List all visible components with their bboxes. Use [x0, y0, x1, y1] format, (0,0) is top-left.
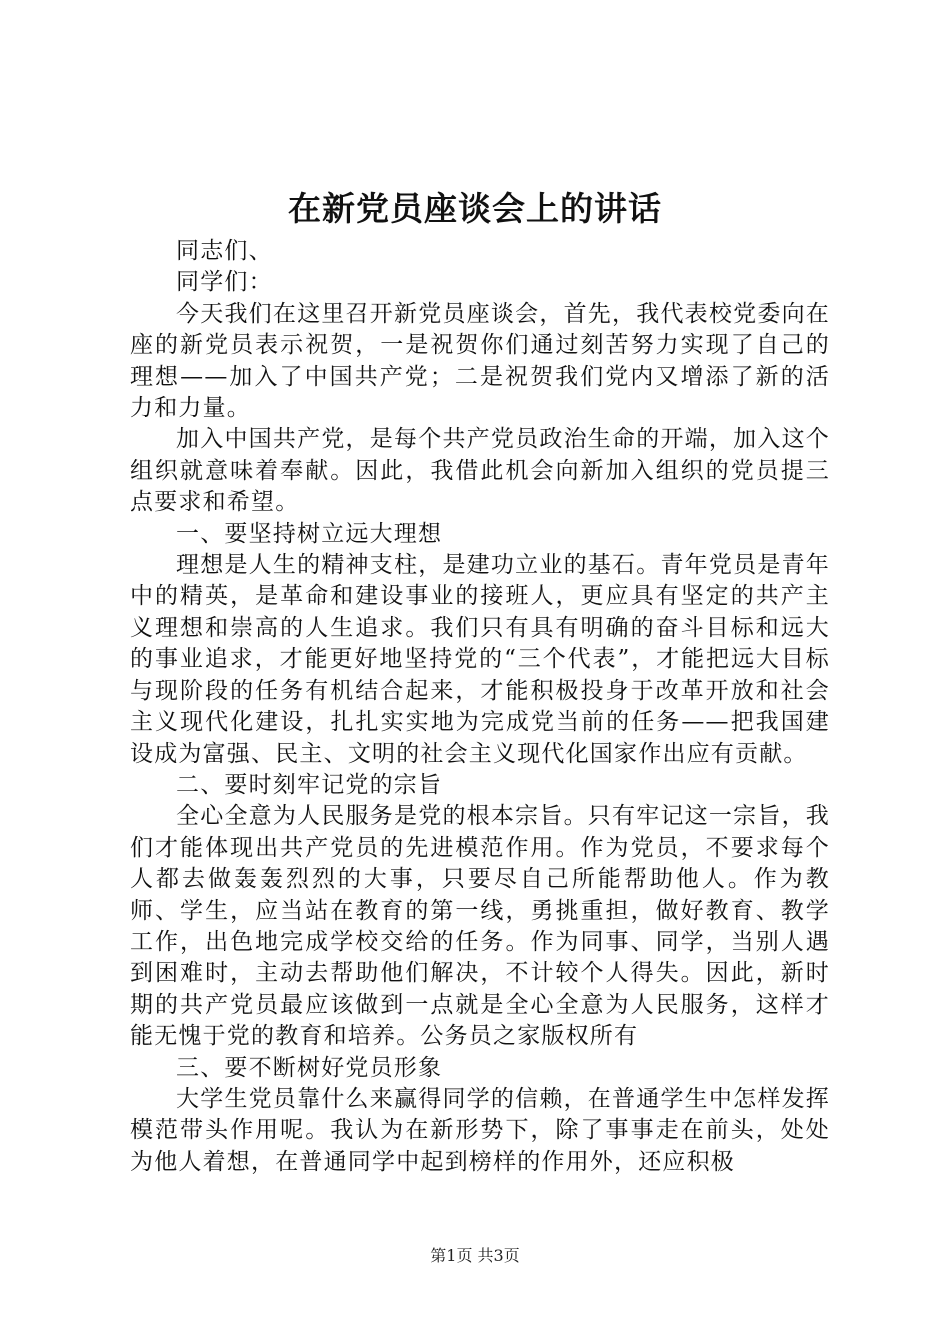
- page-number-footer: 第1页 共3页: [430, 1246, 520, 1265]
- body-paragraph: 加入中国共产党，是每个共产党员政治生命的开端，加入这个组织就意味着奉献。因此，我借此机会向新加入组织的党员提三点要求和希望。: [130, 426, 830, 516]
- body-paragraph: 理想是人生的精神支柱，是建功立业的基石。青年党员是青年中的精英，是革命和建设事业的接班人，更应具有坚定的共产主义理想和崇高的人生追求。我们只有具有明确的奋斗目标和远大的事业追求，才能更好地坚持党的“三个代表”，才能把远大目标与现阶段的任务有机结合起来，才能积极投身于改革开放和社会主义现代化建设，扎扎实实地为完成党当前的任务——把我国建设成为富强、民主、文明的社会主义现代化国家作出应有贡献。: [130, 552, 830, 767]
- body-paragraph: 大学生党员靠什么来赢得同学的信赖，在普通学生中怎样发挥模范带头作用呢。我认为在新形势下，除了事事走在前头，处处为他人着想，在普通同学中起到榜样的作用外，还应积极: [130, 1085, 830, 1175]
- salutation-line: 同志们、: [176, 238, 273, 264]
- body-paragraph: 全心全意为人民服务是党的根本宗旨。只有牢记这一宗旨，我们才能体现出共产党员的先进模范作用。作为党员，不要求每个人都去做轰轰烈烈的大事，只要尽自己所能帮助他人。作为教师、学生，应当站在教育的第一线，勇挑重担，做好教育、教学工作，出色地完成学校交给的任务。作为同事、同学，当别人遇到困难时，主动去帮助他们解决，不计较个人得失。因此，新时期的共产党员最应该做到一点就是全心全意为人民服务，这样才能无愧于党的教育和培养。公务员之家版权所有: [130, 803, 830, 1050]
- body-paragraph: 今天我们在这里召开新党员座谈会，首先，我代表校党委向在座的新党员表示祝贺，一是祝贺你们通过刻苦努力实现了自己的理想——加入了中国共产党；二是祝贺我们党内又增添了新的活力和力量。: [130, 300, 830, 422]
- section-heading: 二、要时刻牢记党的宗旨: [176, 771, 443, 798]
- document-body: [130, 236, 830, 1178]
- section-heading: 三、要不断树好党员形象: [176, 1054, 443, 1081]
- section-heading: 一、要坚持树立远大理想: [176, 520, 443, 547]
- salutation-line: 同学们：: [176, 269, 273, 296]
- page-title: 在新党员座谈会上的讲话: [288, 189, 662, 228]
